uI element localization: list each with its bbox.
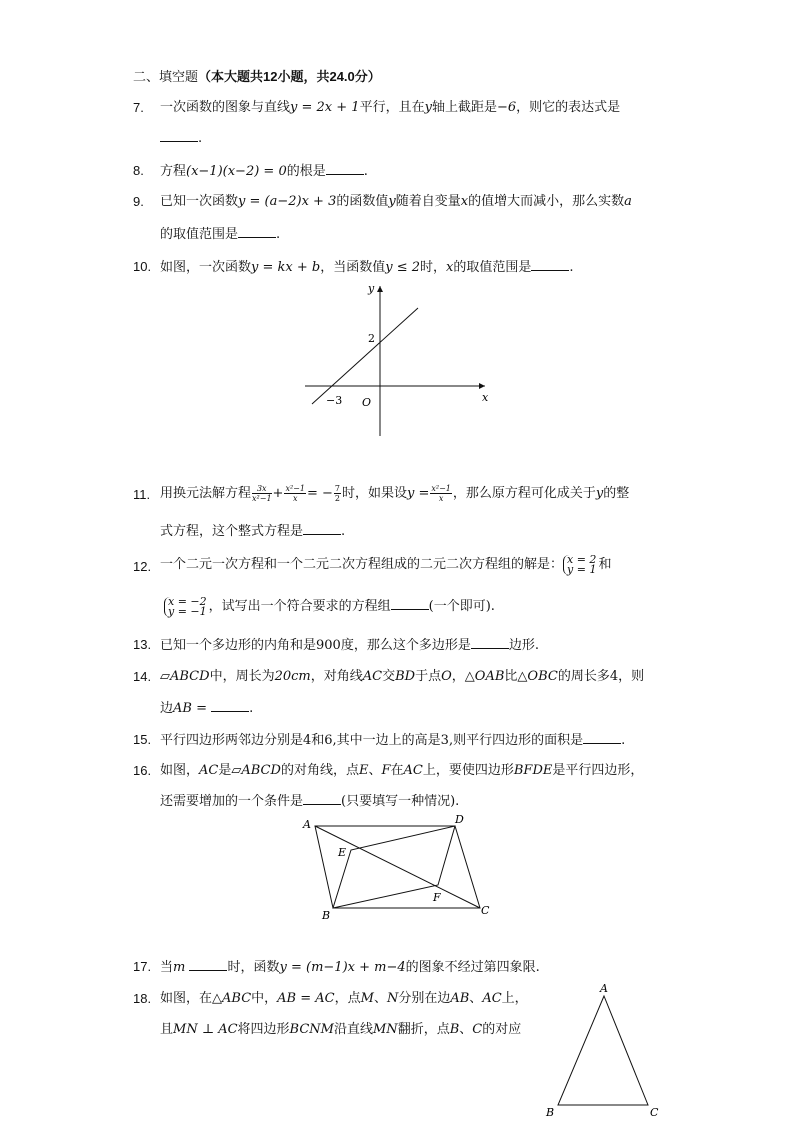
- question-9-line-1: 已知一次函数y = (a−2)x + 3的函数值y随着自变量x的值增大而减小，那么实数a: [160, 194, 632, 209]
- figure-linear-function-graph: [300, 278, 500, 440]
- answer-blank[interactable]: [471, 636, 509, 649]
- question-11-line-1: 用换元法解方程 $\frac{3x}{\text{x²−1}}$ + $\frac{\text{x²−1}}{x}$ = − $\frac{7}{2}$ 时，如果设y = $\frac{\text{x²−1}}{x}$ ，那么原方程可化成关于y的整: [160, 484, 630, 503]
- answer-blank[interactable]: [189, 958, 227, 971]
- origin-label: O: [362, 396, 372, 409]
- answer-blank[interactable]: [531, 258, 569, 271]
- question-9-line-2: 的取值范围是 .: [160, 227, 281, 242]
- svg-text:D: D: [455, 813, 464, 826]
- function-line: [312, 308, 418, 404]
- section-heading: 二、填空题（本大题共12小题，共24.0分）: [133, 69, 381, 84]
- answer-blank[interactable]: [391, 597, 429, 610]
- svg-text:E: E: [338, 846, 347, 859]
- question-number: 14.: [133, 669, 152, 684]
- question-number: 15.: [133, 732, 152, 747]
- answer-blank[interactable]: [303, 522, 341, 535]
- question-number: 12.: [133, 559, 152, 574]
- question-18-line-1: 如图，在△ABC中，AB = AC，点M、N分别在边AB、AC上，: [160, 991, 528, 1006]
- question-number: 10.: [133, 259, 152, 274]
- figure-parallelogram: [295, 810, 505, 925]
- question-number: 18.: [133, 991, 152, 1006]
- question-number: 16.: [133, 763, 152, 778]
- question-12-line-1: 一个二元一次方程和一个二元二次方程组成的二元二次方程组的解是： x = 2 y = 1 和: [160, 552, 612, 576]
- y-intercept-label: 2: [368, 332, 375, 345]
- solution-brace-1: x = 2 y = 1: [563, 555, 596, 575]
- question-number: 8.: [133, 163, 144, 178]
- question-14-line-2: 边AB = .: [160, 701, 254, 716]
- question-14-line-1: ▱ABCD中，周长为20cm，对角线AC交BD于点O，△OAB比△OBC的周长多4，则: [160, 669, 645, 684]
- question-16-line-2: 还需要增加的一个条件是 (只要填写一种情况).: [160, 794, 460, 809]
- answer-blank[interactable]: [160, 129, 198, 142]
- question-17: 当m 时，函数y = (m−1)x + m−4的图象不经过第四象限.: [160, 960, 540, 975]
- solution-brace-2: x = −2 y = −1: [164, 597, 207, 617]
- question-13: 已知一个多边形的内角和是900度，那么这个多边形是 边形.: [160, 638, 539, 653]
- answer-blank[interactable]: [211, 699, 249, 712]
- svg-text:A: A: [600, 982, 608, 995]
- question-18-line-2: 且MN ⊥ AC将四边形BCNM沿直线MN翻折，点B、C的对应: [160, 1022, 522, 1037]
- answer-blank[interactable]: [238, 225, 276, 238]
- question-number: 9.: [133, 194, 144, 209]
- answer-blank[interactable]: [303, 792, 341, 805]
- x-axis-label: x: [482, 391, 489, 404]
- svg-text:B: B: [546, 1106, 555, 1119]
- svg-text:C: C: [650, 1106, 659, 1119]
- question-number: 17.: [133, 959, 152, 974]
- svg-text:A: A: [303, 818, 311, 831]
- question-15: 平行四边形两邻边分别是4和6,其中一边上的高是3,则平行四边形的面积是 .: [160, 733, 626, 748]
- diagonal-ac: [315, 826, 480, 908]
- svg-text:B: B: [322, 909, 331, 922]
- question-10: 如图，一次函数y = kx + b，当函数值y ≤ 2时，x的取值范围是 .: [160, 260, 574, 275]
- answer-blank[interactable]: [583, 731, 621, 744]
- question-number: 7.: [133, 100, 144, 115]
- x-intercept-label: −3: [326, 394, 343, 407]
- question-8: 方程(x−1)(x−2) = 0的根是 .: [160, 164, 368, 179]
- question-16-line-1: 如图，AC是▱ABCD的对角线，点E、F在AC上，要使四边形BFDE是平行四边形，: [160, 763, 644, 778]
- question-number: 11.: [133, 487, 151, 502]
- y-axis-label: y: [368, 282, 375, 295]
- answer-blank[interactable]: [326, 162, 364, 175]
- question-number: 13.: [133, 637, 152, 652]
- svg-text:C: C: [481, 904, 490, 917]
- question-11-line-2: 式方程，这个整式方程是 .: [160, 524, 346, 539]
- question-7-line-1: 一次函数的图象与直线y = 2x + 1平行，且在y轴上截距是−6，则它的表达式是: [160, 100, 621, 115]
- triangle-abc: [558, 996, 648, 1105]
- question-7-line-2: .: [160, 129, 202, 148]
- figure-isosceles-triangle: [540, 978, 670, 1120]
- svg-text:F: F: [433, 891, 441, 904]
- question-12-line-2: x = −2 y = −1 ，试写出一个符合要求的方程组 (一个即可).: [164, 594, 495, 620]
